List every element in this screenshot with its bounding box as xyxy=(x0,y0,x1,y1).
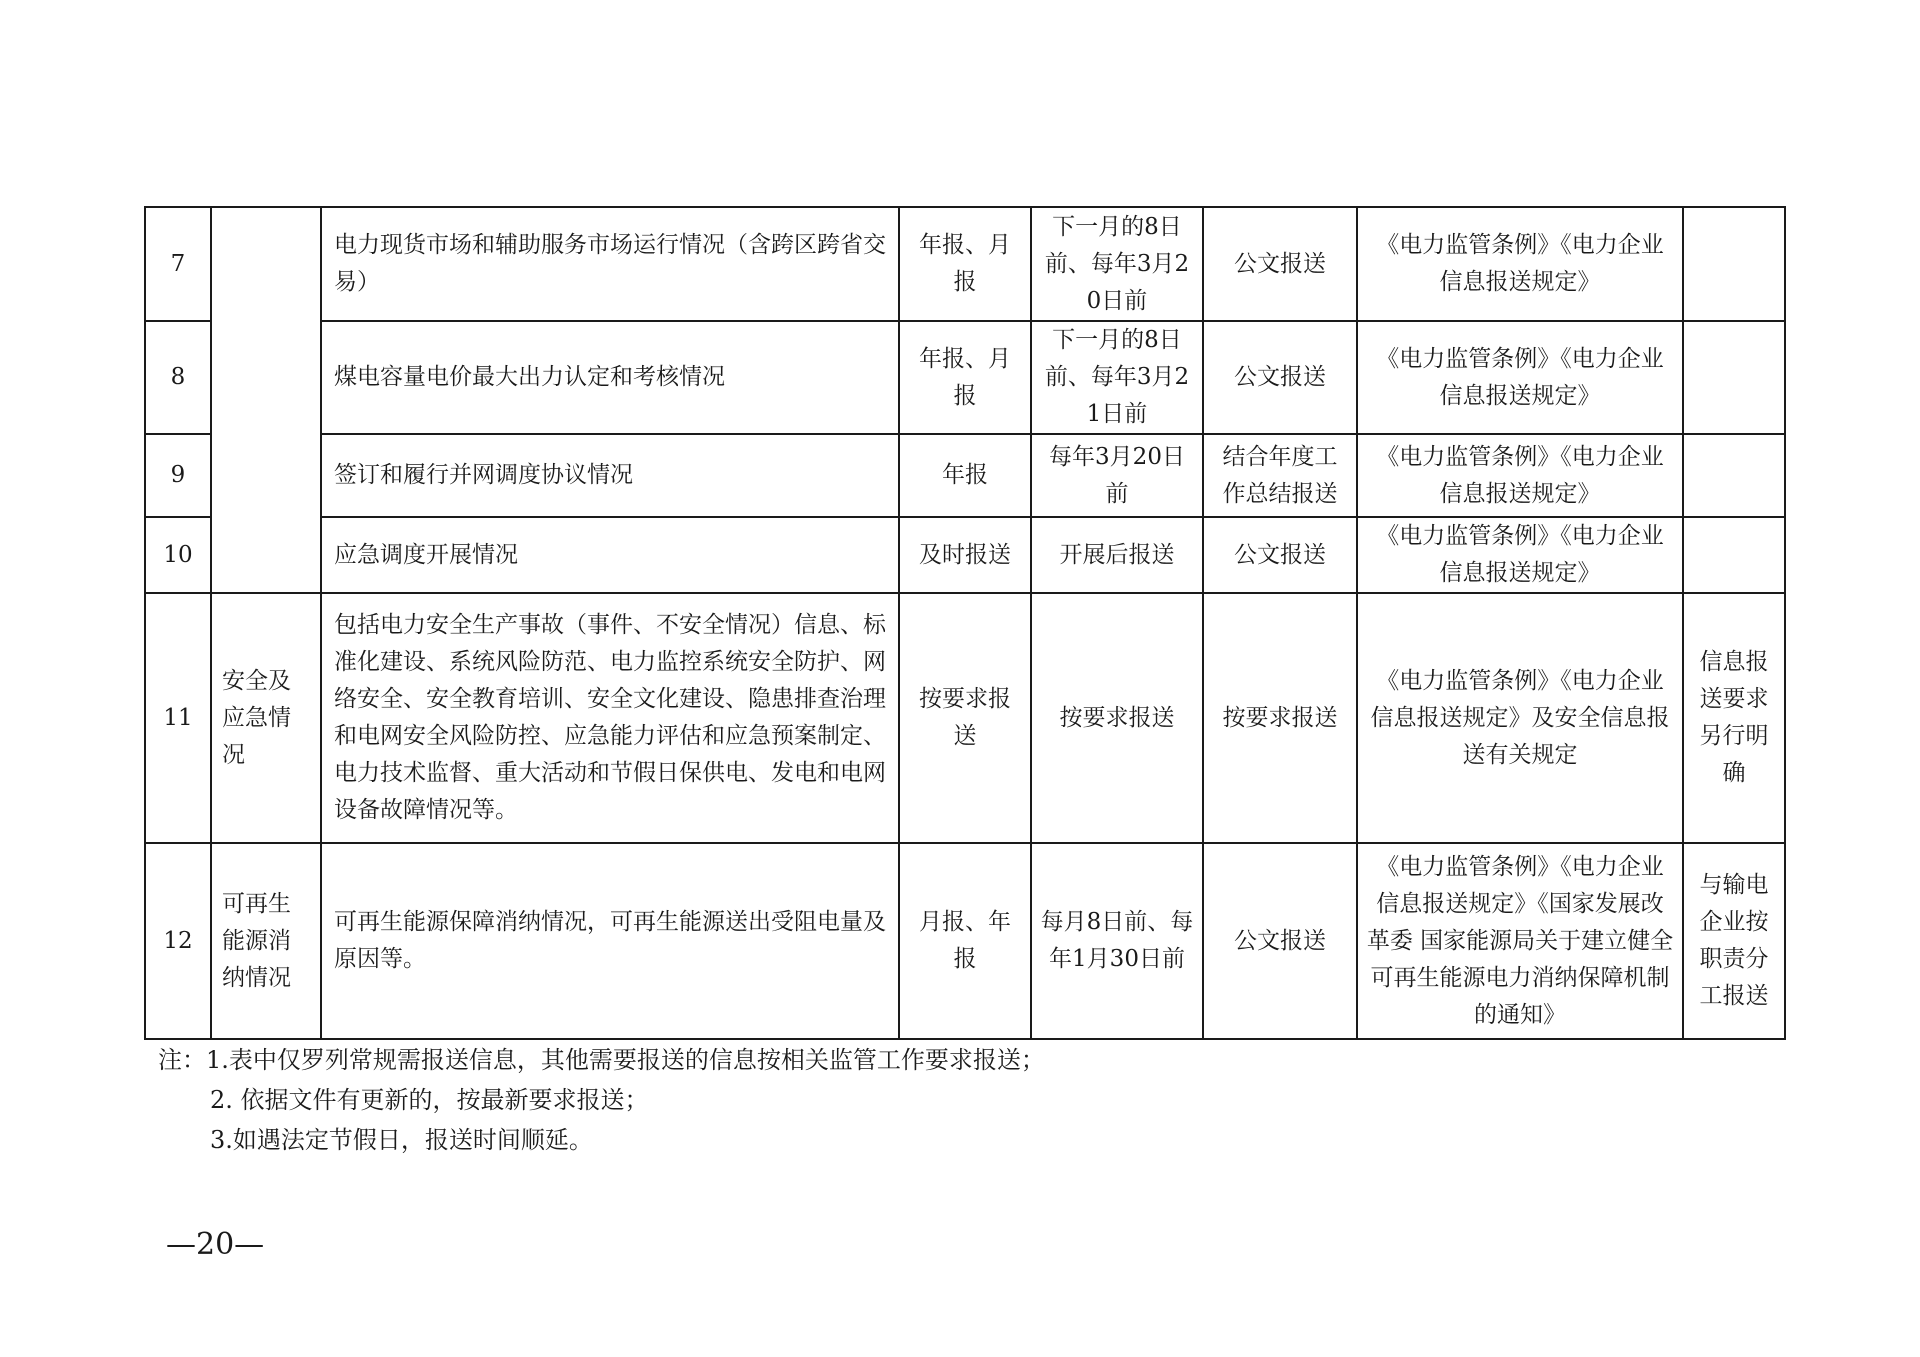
basis-cell: 《电力监管条例》《电力企业信息报送规定》 xyxy=(1357,321,1683,434)
note-2: 2. 依据文件有更新的，按最新要求报送； xyxy=(210,1086,649,1114)
deadline-cell: 按要求报送 xyxy=(1031,593,1203,843)
basis-cell: 《电力监管条例》《电力企业信息报送规定》 xyxy=(1357,517,1683,593)
deadline-cell: 下一月的8日前、每年3月20日前 xyxy=(1031,207,1203,321)
content-cell: 可再生能源保障消纳情况，可再生能源送出受阻电量及原因等。 xyxy=(321,843,899,1039)
content-cell: 应急调度开展情况 xyxy=(321,517,899,593)
row-number: 10 xyxy=(145,517,211,593)
table-row xyxy=(145,843,1785,1039)
frequency-cell: 及时报送 xyxy=(899,517,1031,593)
method-cell: 公文报送 xyxy=(1203,517,1357,593)
remark-cell: 与输电企业按职责分工报送 xyxy=(1683,843,1785,1039)
remark-cell xyxy=(1683,517,1785,593)
method-cell: 按要求报送 xyxy=(1203,593,1357,843)
remark-cell xyxy=(1683,207,1785,321)
deadline-cell: 开展后报送 xyxy=(1031,517,1203,593)
remark-cell: 信息报送要求另行明确 xyxy=(1683,593,1785,843)
row-number: 12 xyxy=(145,843,211,1039)
content-cell: 签订和履行并网调度协议情况 xyxy=(321,434,899,517)
table-row xyxy=(145,321,1785,434)
table-row xyxy=(145,517,1785,593)
deadline-cell: 每月8日前、每年1月30日前 xyxy=(1031,843,1203,1039)
row-number: 8 xyxy=(145,321,211,434)
table-row xyxy=(145,207,1785,321)
table-row xyxy=(145,593,1785,843)
basis-cell: 《电力监管条例》《电力企业信息报送规定》及安全信息报送有关规定 xyxy=(1357,593,1683,843)
content-cell: 电力现货市场和辅助服务市场运行情况（含跨区跨省交易） xyxy=(321,207,899,321)
method-cell: 公文报送 xyxy=(1203,321,1357,434)
note-3: 3.如遇法定节假日，报送时间顺延。 xyxy=(210,1126,593,1154)
basis-cell: 《电力监管条例》《电力企业信息报送规定》 xyxy=(1357,434,1683,517)
basis-cell: 《电力监管条例》《电力企业信息报送规定》《国家发展改革委 国家能源局关于建立健全可再生能源电力消纳保障机制的通知》 xyxy=(1357,843,1683,1039)
table-row xyxy=(145,434,1785,517)
frequency-cell: 按要求报送 xyxy=(899,593,1031,843)
category-cell: 可再生能源消纳情况 xyxy=(211,843,321,1039)
deadline-cell: 下一月的8日前、每年3月21日前 xyxy=(1031,321,1203,434)
category-cell: 安全及应急情况 xyxy=(211,593,321,843)
table-notes xyxy=(158,1040,1045,1160)
page-number: —20— xyxy=(166,1227,265,1262)
frequency-cell: 月报、年报 xyxy=(899,843,1031,1039)
method-cell: 公文报送 xyxy=(1203,207,1357,321)
remark-cell xyxy=(1683,321,1785,434)
remark-cell xyxy=(1683,434,1785,517)
method-cell: 公文报送 xyxy=(1203,843,1357,1039)
frequency-cell: 年报、月报 xyxy=(899,207,1031,321)
report-table xyxy=(144,206,1786,1040)
frequency-cell: 年报、月报 xyxy=(899,321,1031,434)
row-number: 9 xyxy=(145,434,211,517)
frequency-cell: 年报 xyxy=(899,434,1031,517)
row-number: 11 xyxy=(145,593,211,843)
deadline-cell: 每年3月20日前 xyxy=(1031,434,1203,517)
note-1: 注：1.表中仅罗列常规需报送信息，其他需要报送的信息按相关监管工作要求报送； xyxy=(158,1046,1045,1074)
category-cell xyxy=(211,207,321,593)
content-cell: 煤电容量电价最大出力认定和考核情况 xyxy=(321,321,899,434)
method-cell: 结合年度工作总结报送 xyxy=(1203,434,1357,517)
content-cell: 包括电力安全生产事故（事件、不安全情况）信息、标准化建设、系统风险防范、电力监控系统安全防护、网络安全、安全教育培训、安全文化建设、隐患排查治理和电网安全风险防控、应急能力评估和应急预案制定、电力技术监督、重大活动和节假日保供电、发电和电网设备故障情况等。 xyxy=(321,593,899,843)
row-number: 7 xyxy=(145,207,211,321)
basis-cell: 《电力监管条例》《电力企业信息报送规定》 xyxy=(1357,207,1683,321)
